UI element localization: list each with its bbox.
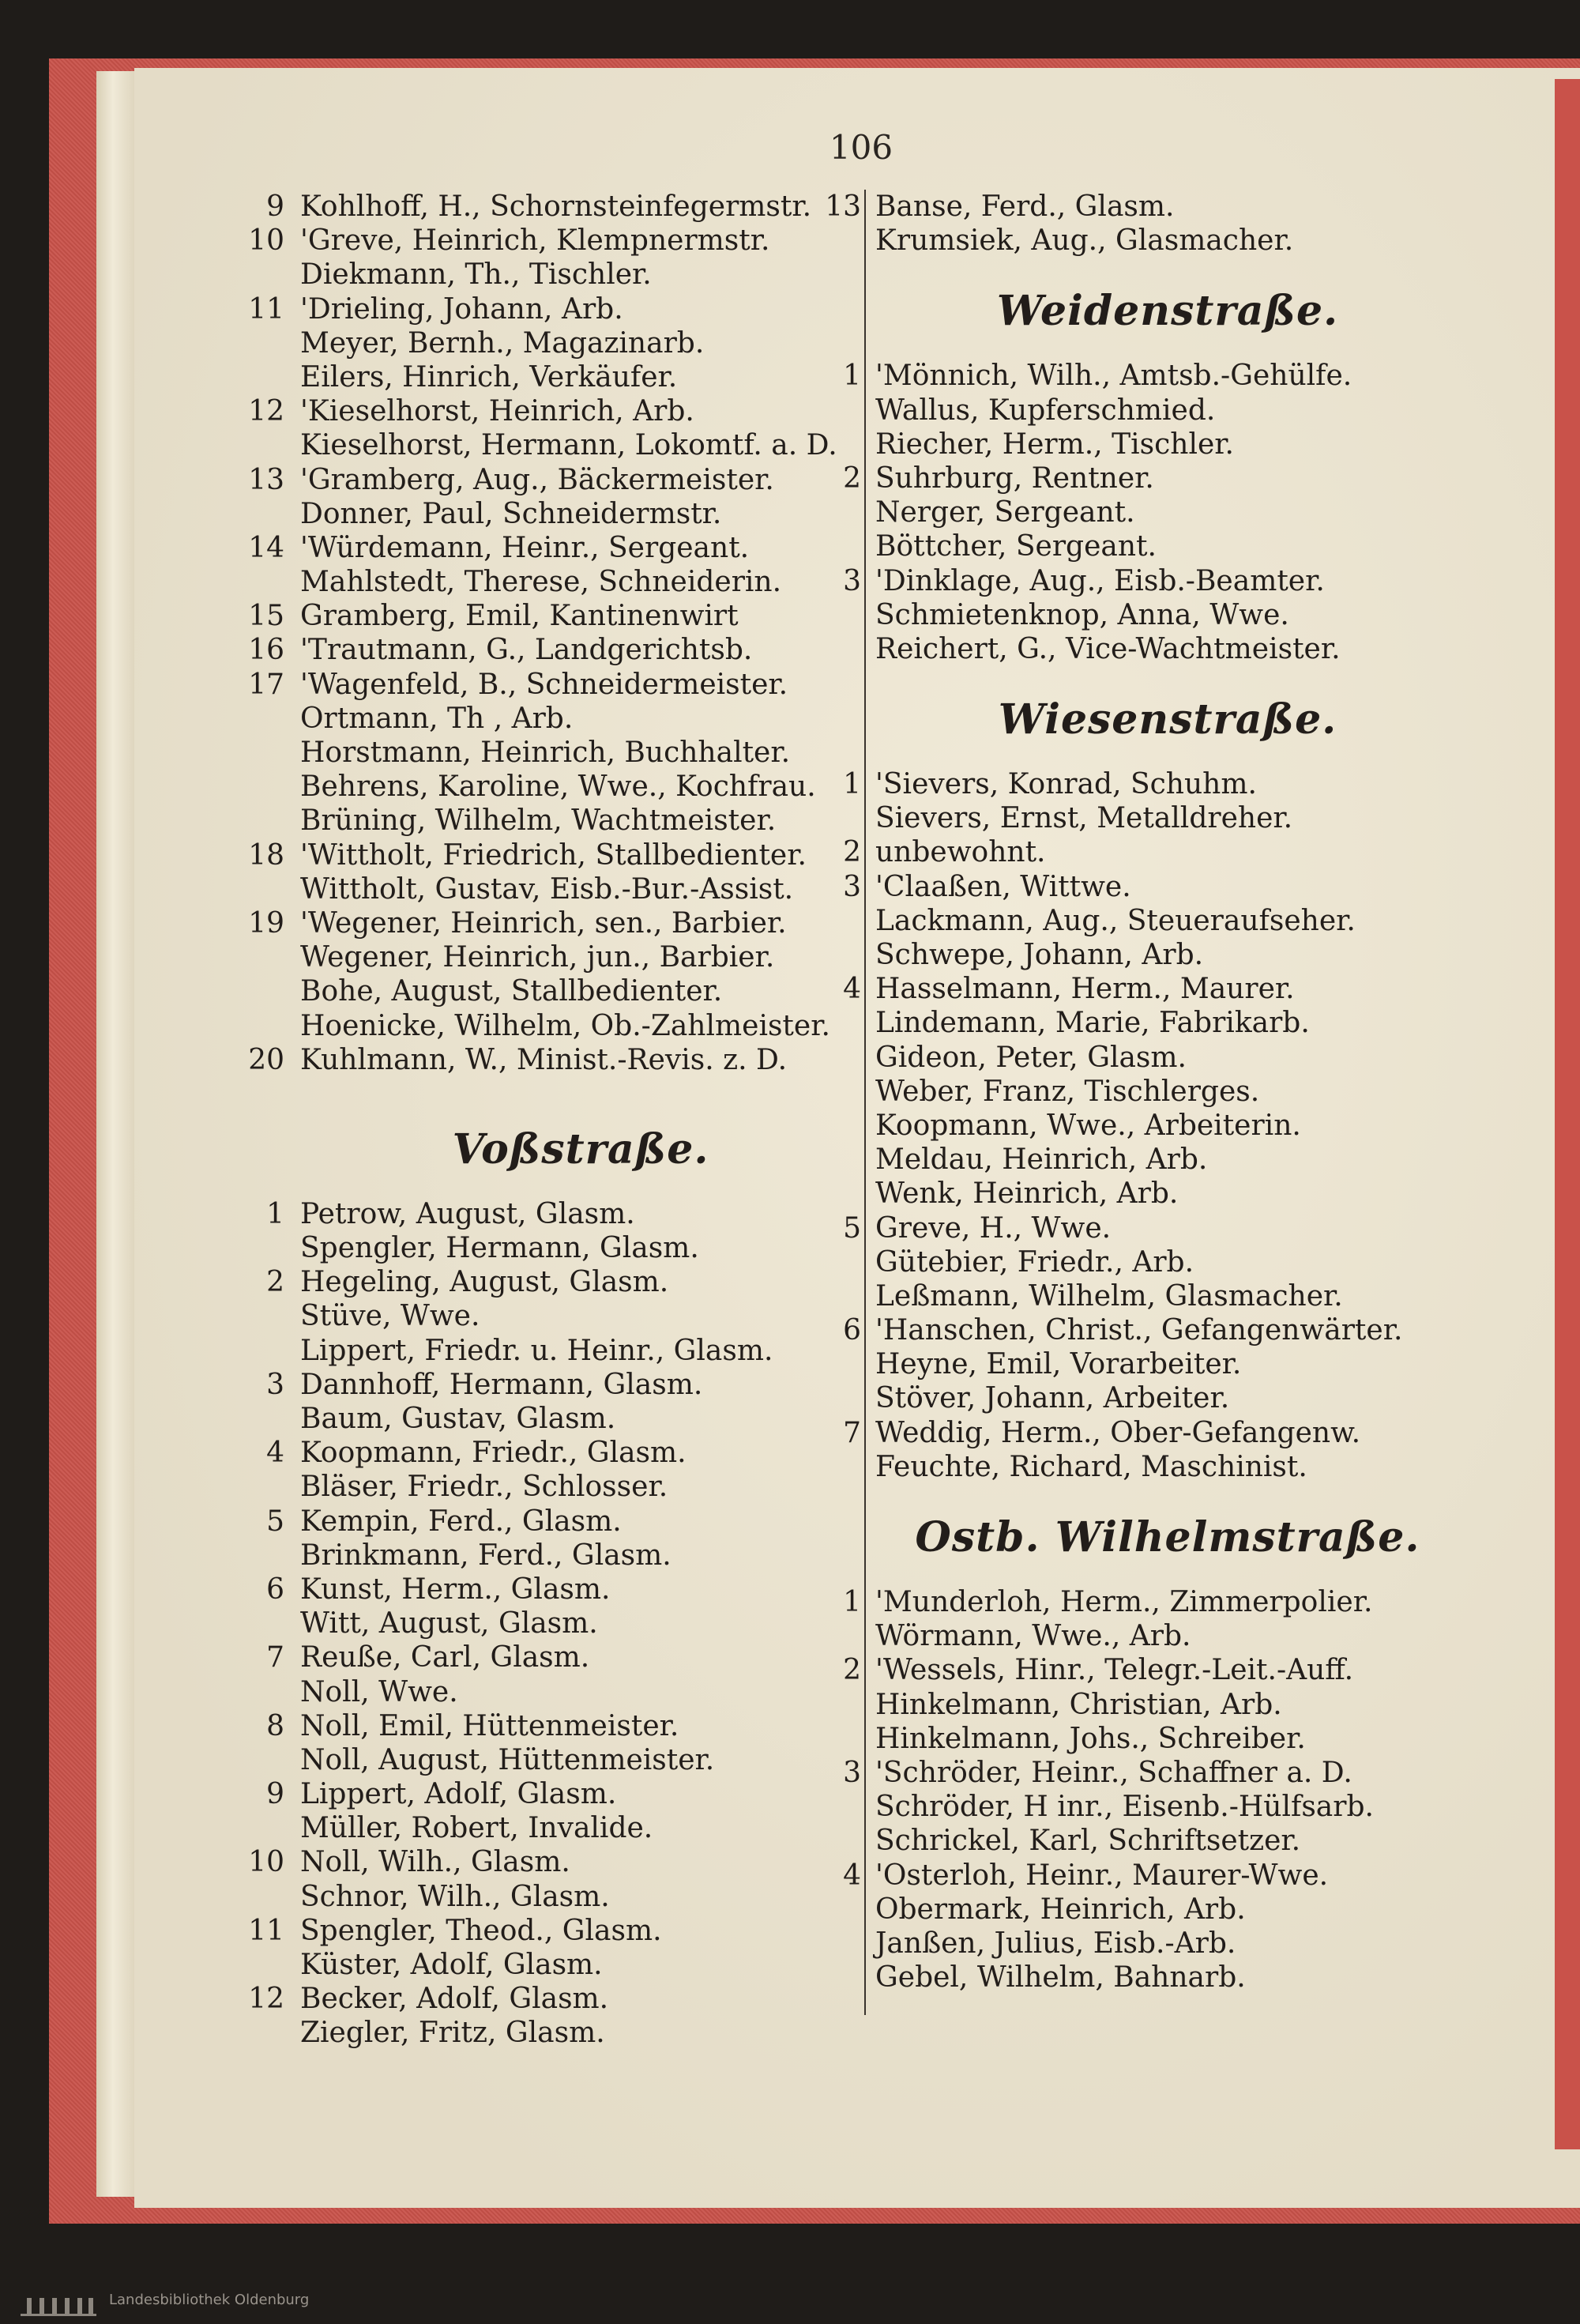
directory-entry xyxy=(875,1450,1460,1484)
house-number: 11 xyxy=(248,292,284,326)
directory-entry xyxy=(843,1756,1460,1790)
directory-entry xyxy=(300,1811,861,1845)
resident-entry: Baum, Gustav, Glasm. xyxy=(300,1403,616,1435)
resident-entry: 'Schröder, Heinr., Schaffner a. D. xyxy=(875,1756,1352,1789)
weidenstrasse-entries xyxy=(843,359,1460,666)
directory-entry xyxy=(875,495,1460,529)
house-number: 4 xyxy=(843,973,861,1006)
directory-entry xyxy=(300,1743,861,1777)
directory-entry xyxy=(300,1334,861,1368)
street-title-vosstrasse: Voßstraße. xyxy=(452,1124,709,1173)
left-entries xyxy=(248,190,861,1077)
house-number: 12 xyxy=(248,1983,284,2016)
directory-entry xyxy=(875,1927,1460,1961)
directory-entry xyxy=(875,1006,1460,1040)
directory-entry xyxy=(875,394,1460,428)
directory-entry xyxy=(300,1675,861,1709)
directory-entry xyxy=(248,531,861,565)
resident-entry: 'Claaßen, Wittwe. xyxy=(875,870,1131,903)
left-column xyxy=(248,190,861,2051)
directory-entry xyxy=(843,1416,1460,1450)
resident-entry: Reichert, G., Vice-Wachtmeister. xyxy=(875,632,1341,665)
house-number: 9 xyxy=(266,190,284,223)
resident-entry: Kohlhoff, H., Schornsteinfegermstr. xyxy=(300,190,812,223)
directory-entry xyxy=(300,2016,861,2050)
directory-entry xyxy=(266,1436,861,1470)
house-number: 12 xyxy=(248,395,284,428)
house-number: 15 xyxy=(248,600,284,633)
directory-entry xyxy=(843,1859,1460,1893)
resident-entry: Hegeling, August, Glasm. xyxy=(300,1266,669,1299)
book-cover-right xyxy=(1555,79,1580,2149)
directory-entry xyxy=(875,529,1460,563)
directory-entry xyxy=(300,1009,861,1043)
directory-entry xyxy=(248,394,861,428)
resident-entry: Petrow, August, Glasm. xyxy=(300,1197,635,1230)
house-number: 14 xyxy=(248,531,284,564)
resident-entry: Brinkmann, Ferd., Glasm. xyxy=(300,1539,672,1572)
directory-entry xyxy=(875,224,1460,258)
house-number: 11 xyxy=(248,1914,284,1947)
directory-entry xyxy=(300,1402,861,1436)
resident-entry: Kieselhorst, Hermann, Lokomtf. a. D. xyxy=(300,429,837,462)
directory-entry xyxy=(248,633,861,667)
resident-entry: Hasselmann, Herm., Maurer. xyxy=(875,973,1295,1006)
resident-entry: Diekmann, Th., Tischler. xyxy=(300,258,652,292)
house-number: 16 xyxy=(248,634,284,667)
directory-entry xyxy=(248,292,861,326)
directory-entry xyxy=(300,326,861,360)
house-number: 5 xyxy=(843,1211,861,1245)
resident-entry: Hoenicke, Wilhelm, Ob.-Zahlmeister. xyxy=(300,1009,830,1042)
resident-entry: Schwepe, Johann, Arb. xyxy=(875,939,1204,971)
resident-entry: 'Dinklage, Aug., Eisb.-Beamter. xyxy=(875,564,1325,597)
house-number: 4 xyxy=(266,1437,284,1470)
directory-entry xyxy=(300,1606,861,1640)
resident-entry: Böttcher, Sergeant. xyxy=(875,530,1157,563)
house-number: 5 xyxy=(266,1505,284,1538)
directory-entry xyxy=(875,801,1460,835)
directory-entry xyxy=(300,974,861,1008)
directory-entry xyxy=(300,360,861,394)
directory-entry xyxy=(300,770,861,804)
resident-entry: Noll, Wwe. xyxy=(300,1675,458,1708)
directory-entry xyxy=(875,1279,1460,1313)
resident-entry: Ziegler, Fritz, Glasm. xyxy=(300,2017,605,2050)
house-number: 1 xyxy=(266,1197,284,1230)
directory-entry xyxy=(843,972,1460,1006)
directory-entry xyxy=(266,190,861,224)
house-number: 18 xyxy=(248,838,284,872)
directory-entry xyxy=(300,1470,861,1504)
directory-entry xyxy=(843,1653,1460,1687)
resident-entry: Meldau, Heinrich, Arb. xyxy=(875,1143,1208,1177)
resident-entry: unbewohnt. xyxy=(875,836,1046,869)
resident-entry: Gideon, Peter, Glasm. xyxy=(875,1041,1187,1074)
resident-entry: 'Sievers, Konrad, Schuhm. xyxy=(875,768,1257,801)
directory-entry xyxy=(248,906,861,940)
house-number: 1 xyxy=(843,1586,861,1618)
directory-entry xyxy=(875,1619,1460,1653)
house-number: 1 xyxy=(843,360,861,393)
resident-entry: Riecher, Herm., Tischler. xyxy=(875,428,1234,461)
resident-entry: Behrens, Karoline, Wwe., Kochfrau. xyxy=(300,770,816,804)
directory-entry xyxy=(300,872,861,906)
house-number: 6 xyxy=(843,1314,861,1347)
street-title-ostb-wilhelmstrasse: Ostb. Wilhelmstraße. xyxy=(915,1513,1420,1561)
directory-entry xyxy=(248,668,861,702)
resident-entry: Gramberg, Emil, Kantinenwirt xyxy=(300,600,739,633)
directory-entry xyxy=(300,1539,861,1573)
house-number: 2 xyxy=(843,1654,861,1687)
resident-entry: Nerger, Sergeant. xyxy=(875,496,1135,529)
directory-entry xyxy=(843,1313,1460,1347)
house-number: 7 xyxy=(843,1416,861,1449)
directory-entry xyxy=(300,736,861,770)
directory-entry xyxy=(248,1914,861,1948)
directory-entry xyxy=(300,258,861,292)
directory-entry xyxy=(300,428,861,462)
directory-entry xyxy=(266,1505,861,1539)
directory-entry xyxy=(300,940,861,974)
resident-entry: Schmietenknop, Anna, Wwe. xyxy=(875,598,1289,631)
resident-entry: Kempin, Ferd., Glasm. xyxy=(300,1505,622,1538)
house-number: 7 xyxy=(266,1641,284,1674)
directory-entry xyxy=(266,1265,861,1299)
directory-entry xyxy=(875,1961,1460,1994)
directory-entry xyxy=(875,428,1460,461)
directory-entry xyxy=(875,1143,1460,1177)
directory-entry xyxy=(300,702,861,736)
resident-entry: 'Osterloh, Heinr., Maurer-Wwe. xyxy=(875,1859,1329,1892)
resident-entry: Sievers, Ernst, Metalldreher. xyxy=(875,802,1293,835)
vosstrasse-entries xyxy=(248,1197,861,2051)
directory-entry xyxy=(266,1368,861,1402)
resident-entry: 'Mönnich, Wilh., Amtsb.-Gehülfe. xyxy=(875,360,1352,393)
directory-entry xyxy=(300,1231,861,1265)
resident-entry: Dannhoff, Hermann, Glasm. xyxy=(300,1368,703,1401)
directory-entry xyxy=(843,870,1460,904)
directory-entry xyxy=(300,804,861,838)
resident-entry: Lippert, Adolf, Glasm. xyxy=(300,1778,617,1811)
resident-entry: Wörmann, Wwe., Arb. xyxy=(875,1620,1191,1653)
house-number: 20 xyxy=(248,1043,284,1076)
house-number: 3 xyxy=(843,870,861,903)
directory-entry xyxy=(843,564,1460,598)
directory-entry xyxy=(843,1211,1460,1245)
resident-entry: Noll, Wilh., Glasm. xyxy=(300,1846,570,1879)
resident-entry: Gütebier, Friedr., Arb. xyxy=(875,1245,1194,1279)
library-name: Landesbibliothek Oldenburg xyxy=(109,2292,310,2308)
resident-entry: 'Greve, Heinrich, Klempnermstr. xyxy=(300,224,770,258)
resident-entry: 'Wessels, Hinr., Telegr.-Leit.-Auff. xyxy=(875,1654,1354,1687)
resident-entry: Weddig, Herm., Ober-Gefangenw. xyxy=(875,1416,1361,1449)
resident-entry: 'Würdemann, Heinr., Sergeant. xyxy=(300,531,750,564)
resident-entry: Suhrburg, Rentner. xyxy=(875,461,1154,495)
resident-entry: Weber, Franz, Tischlerges. xyxy=(875,1075,1260,1108)
resident-entry: 'Drieling, Johann, Arb. xyxy=(300,292,623,326)
resident-entry: Ortmann, Th , Arb. xyxy=(300,702,574,735)
resident-entry: Leßmann, Wilhelm, Glasmacher. xyxy=(875,1279,1343,1313)
directory-entry xyxy=(875,1381,1460,1415)
resident-entry: Feuchte, Richard, Maschinist. xyxy=(875,1450,1307,1483)
resident-entry: Noll, Emil, Hüttenmeister. xyxy=(300,1709,679,1742)
directory-entry xyxy=(248,838,861,872)
house-number: 2 xyxy=(843,836,861,869)
resident-entry: Bohe, August, Stallbedienter. xyxy=(300,975,723,1008)
page-number: 106 xyxy=(829,128,893,167)
resident-entry: Bläser, Friedr., Schlosser. xyxy=(300,1471,668,1504)
resident-entry: 'Wegener, Heinrich, sen., Barbier. xyxy=(300,906,787,940)
resident-entry: Wenk, Heinrich, Arb. xyxy=(875,1177,1179,1211)
resident-entry: Schrickel, Karl, Schriftsetzer. xyxy=(875,1825,1301,1858)
directory-entry xyxy=(875,1109,1460,1143)
resident-entry: Lippert, Friedr. u. Heinr., Glasm. xyxy=(300,1334,773,1367)
resident-entry: Wegener, Heinrich, jun., Barbier. xyxy=(300,941,775,974)
library-building-icon xyxy=(21,2287,96,2316)
house-number: 4 xyxy=(843,1859,861,1892)
house-number: 9 xyxy=(266,1778,284,1811)
house-number: 13 xyxy=(825,190,861,223)
house-number: 3 xyxy=(266,1368,284,1401)
resident-entry: Hinkelmann, Christian, Arb. xyxy=(875,1688,1282,1721)
resident-entry: Wittholt, Gustav, Eisb.-Bur.-Assist. xyxy=(300,872,794,906)
resident-entry: Eilers, Hinrich, Verkäufer. xyxy=(300,360,678,394)
resident-entry: Schröder, H inr., Eisenb.-Hülfsarb. xyxy=(875,1791,1374,1824)
resident-entry: Obermark, Heinrich, Arb. xyxy=(875,1893,1246,1926)
directory-entry xyxy=(843,461,1460,495)
directory-entry xyxy=(248,463,861,497)
resident-entry: Witt, August, Glasm. xyxy=(300,1607,598,1640)
resident-entry: Janßen, Julius, Eisb.-Arb. xyxy=(875,1927,1236,1960)
directory-entry xyxy=(300,497,861,531)
directory-entry xyxy=(300,1299,861,1333)
house-number: 3 xyxy=(843,1756,861,1789)
directory-entry xyxy=(875,1790,1460,1824)
resident-entry: Stöver, Johann, Arbeiter. xyxy=(875,1382,1230,1415)
ostb-wilhelmstrasse-entries xyxy=(843,1585,1460,1994)
directory-entry xyxy=(248,1982,861,2016)
viewer-footer xyxy=(0,2276,1580,2324)
directory-entry xyxy=(875,1041,1460,1075)
directory-entry xyxy=(248,224,861,258)
directory-entry xyxy=(843,359,1460,393)
resident-entry: Meyer, Bernh., Magazinarb. xyxy=(300,326,705,360)
resident-entry: Kuhlmann, W., Minist.-Revis. z. D. xyxy=(300,1043,788,1076)
house-number: 10 xyxy=(248,224,284,258)
resident-entry: Donner, Paul, Schneidermstr. xyxy=(300,497,722,530)
page-edges xyxy=(96,71,137,2197)
directory-entry xyxy=(875,632,1460,666)
resident-entry: Koopmann, Wwe., Arbeiterin. xyxy=(875,1109,1301,1142)
directory-entry xyxy=(875,1347,1460,1381)
resident-entry: Koopmann, Friedr., Glasm. xyxy=(300,1437,687,1470)
resident-entry: 'Wagenfeld, B., Schneidermeister. xyxy=(300,668,788,701)
resident-entry: 'Trautmann, G., Landgerichtsb. xyxy=(300,634,753,667)
resident-entry: Spengler, Theod., Glasm. xyxy=(300,1914,662,1947)
resident-entry: 'Kieselhorst, Heinrich, Arb. xyxy=(300,395,694,428)
directory-entry xyxy=(875,904,1460,938)
resident-entry: 'Munderloh, Herm., Zimmerpolier. xyxy=(875,1586,1373,1618)
resident-entry: Kunst, Herm., Glasm. xyxy=(300,1573,611,1606)
resident-entry: Stüve, Wwe. xyxy=(300,1300,480,1333)
resident-entry: Krumsiek, Aug., Glasmacher. xyxy=(875,224,1294,258)
house-number: 10 xyxy=(248,1846,284,1879)
directory-entry xyxy=(843,835,1460,869)
resident-entry: 'Hanschen, Christ., Gefangenwärter. xyxy=(875,1314,1403,1347)
directory-entry xyxy=(300,1948,861,1982)
directory-entry xyxy=(875,1075,1460,1109)
directory-entry xyxy=(248,599,861,633)
resident-entry: Gebel, Wilhelm, Bahnarb. xyxy=(875,1961,1246,1994)
resident-entry: Lindemann, Marie, Fabrikarb. xyxy=(875,1007,1310,1040)
directory-entry xyxy=(266,1197,861,1231)
directory-entry xyxy=(875,1893,1460,1927)
resident-entry: Küster, Adolf, Glasm. xyxy=(300,1949,603,1981)
resident-entry: Horstmann, Heinrich, Buchhalter. xyxy=(300,736,791,769)
resident-entry: Heyne, Emil, Vorarbeiter. xyxy=(875,1348,1242,1381)
resident-entry: Schnor, Wilh., Glasm. xyxy=(300,1880,610,1913)
directory-entry xyxy=(266,1777,861,1811)
house-number: 2 xyxy=(266,1266,284,1299)
directory-entry xyxy=(300,1880,861,1914)
right-column xyxy=(825,190,1460,1994)
directory-entry xyxy=(875,1824,1460,1858)
resident-entry: Hinkelmann, Johs., Schreiber. xyxy=(875,1722,1306,1755)
house-number: 3 xyxy=(843,564,861,597)
resident-entry: Reußе, Carl, Glasm. xyxy=(300,1641,590,1674)
resident-entry: Banse, Ferd., Glasm. xyxy=(875,190,1175,223)
resident-entry: Mahlstedt, Therese, Schneiderin. xyxy=(300,566,782,599)
directory-entry xyxy=(266,1640,861,1674)
directory-entry xyxy=(875,598,1460,632)
house-number: 6 xyxy=(266,1573,284,1606)
resident-entry: Becker, Adolf, Glasm. xyxy=(300,1983,609,2016)
resident-entry: Spengler, Hermann, Glasm. xyxy=(300,1232,699,1265)
resident-entry: 'Gramberg, Aug., Bäckermeister. xyxy=(300,463,774,496)
resident-entry: 'Wittholt, Friedrich, Stallbedienter. xyxy=(300,838,807,872)
directory-entry xyxy=(875,1245,1460,1279)
resident-entry: Greve, H., Wwe. xyxy=(875,1211,1112,1245)
directory-entry xyxy=(248,1043,861,1077)
resident-entry: Brüning, Wilhelm, Wachtmeister. xyxy=(300,804,777,838)
right-entries xyxy=(825,190,1460,258)
house-number: 8 xyxy=(266,1709,284,1742)
house-number: 19 xyxy=(248,906,284,940)
wiesenstrasse-entries xyxy=(843,767,1460,1484)
directory-entry xyxy=(875,938,1460,972)
house-number: 17 xyxy=(248,668,284,701)
resident-entry: Noll, August, Hüttenmeister. xyxy=(300,1743,715,1776)
column-divider xyxy=(864,190,866,2015)
directory-entry xyxy=(843,1585,1460,1619)
directory-entry xyxy=(843,767,1460,801)
house-number: 2 xyxy=(843,461,861,495)
directory-entry xyxy=(300,565,861,599)
directory-entry xyxy=(248,1845,861,1879)
house-number: 1 xyxy=(843,768,861,801)
directory-entry xyxy=(825,190,1460,224)
street-title-weidenstrasse: Weidenstraße. xyxy=(996,287,1339,336)
resident-entry: Lackmann, Aug., Steueraufseher. xyxy=(875,904,1356,937)
directory-entry xyxy=(266,1573,861,1606)
resident-entry: Müller, Robert, Invalide. xyxy=(300,1812,653,1845)
directory-entry xyxy=(266,1709,861,1743)
directory-entry xyxy=(875,1722,1460,1756)
street-title-wiesenstrasse: Wiesenstraße. xyxy=(998,695,1337,744)
resident-entry: Wallus, Kupferschmied. xyxy=(875,394,1216,427)
directory-entry xyxy=(875,1177,1460,1211)
directory-entry xyxy=(875,1688,1460,1722)
house-number: 13 xyxy=(248,463,284,496)
